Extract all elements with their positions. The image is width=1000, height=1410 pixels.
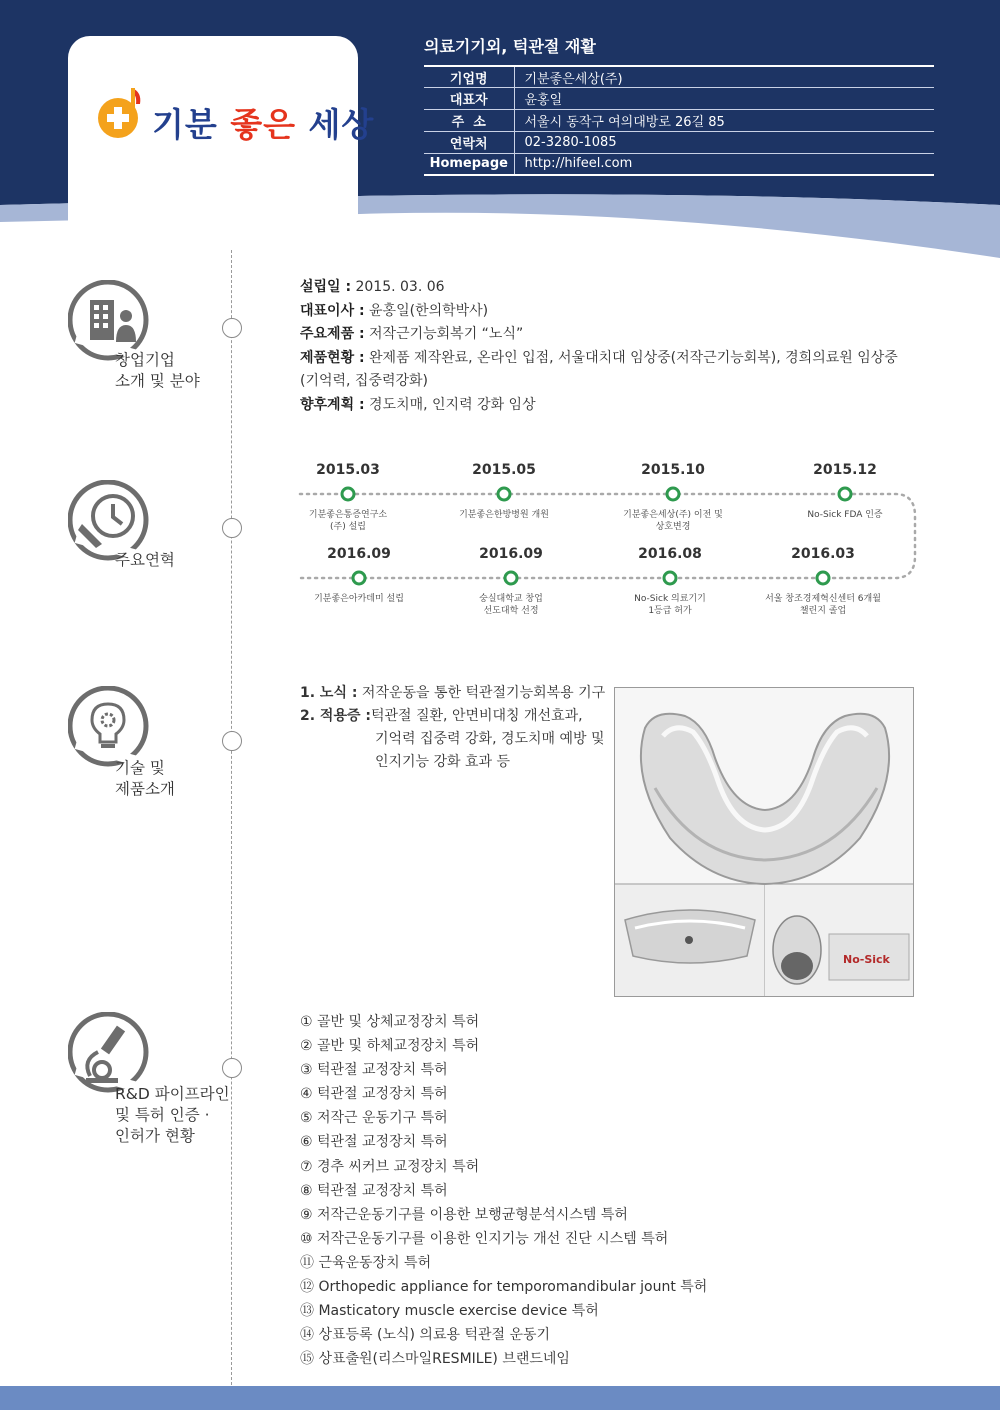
info-value: 기분좋은세상(주) bbox=[514, 66, 934, 88]
label-line: 인허가 현황 bbox=[115, 1127, 195, 1145]
logo-word-1: 기분 bbox=[152, 105, 218, 144]
intro-founded: 설립일 : 2015. 03. 06 bbox=[300, 279, 445, 295]
intro-product: 주요제품 : 저작근기능회복기 “노식” bbox=[300, 326, 524, 342]
timeline-event: No-Sick FDA 인증 bbox=[807, 510, 883, 520]
rail-node bbox=[222, 731, 242, 751]
info-key: 주 소 bbox=[424, 110, 514, 132]
section-label-product bbox=[115, 758, 175, 800]
list-item: ⑪ 근육운동장치 특허 bbox=[300, 1254, 432, 1271]
logo-wordmark bbox=[152, 99, 374, 146]
company-intro bbox=[300, 276, 940, 417]
label-line: 창업기업 bbox=[115, 351, 175, 369]
timeline-dot bbox=[817, 572, 829, 584]
logo-word-3: 세상 bbox=[308, 105, 375, 144]
info-row bbox=[424, 131, 934, 153]
company-info-table bbox=[424, 65, 934, 176]
label-line: R&D 파이프라인 bbox=[115, 1085, 230, 1103]
info-row bbox=[424, 110, 934, 132]
intro-ceo: 대표이사 : 윤홍일(한의학박사) bbox=[300, 302, 489, 319]
info-key: Homepage bbox=[424, 153, 514, 175]
list-item: ⑧ 턱관절 교정장치 특허 bbox=[300, 1182, 448, 1199]
timeline-year: 2016.09 bbox=[479, 546, 543, 562]
logo-word-2: 좋은 bbox=[230, 105, 297, 144]
info-value: 윤홍일 bbox=[514, 88, 934, 110]
intro-plan: 향후계획 : 경도치매, 인지력 강화 임상 bbox=[300, 396, 536, 413]
info-row bbox=[424, 153, 934, 175]
info-row bbox=[424, 88, 934, 110]
section-rail bbox=[231, 250, 232, 1385]
info-value: 02-3280-1085 bbox=[514, 131, 934, 153]
timeline-year: 2015.10 bbox=[641, 462, 705, 478]
label-line: 기술 및 bbox=[115, 759, 165, 777]
list-item: ② 골반 및 하체교정장치 특허 bbox=[300, 1038, 480, 1055]
timeline-event: 서울 창조경제혁신센터 6개월 챌린지 졸업 bbox=[765, 594, 881, 616]
timeline-dot bbox=[353, 572, 365, 584]
product-photo bbox=[614, 687, 914, 997]
list-item: ⑮ 상표출원(리스마일RESMILE) 브랜드네임 bbox=[300, 1351, 570, 1368]
section-label-rnd bbox=[115, 1084, 230, 1147]
info-key: 연락처 bbox=[424, 131, 514, 153]
info-value: 서울시 동작구 여의대방로 26길 85 bbox=[514, 110, 934, 132]
section-label-intro bbox=[115, 350, 200, 392]
info-key: 기업명 bbox=[424, 66, 514, 88]
timeline-year: 2016.08 bbox=[638, 546, 702, 562]
product-item-1: 1. 노식 : 저작운동을 통한 턱관절기능회복용 기구 bbox=[300, 685, 606, 701]
patent-list bbox=[300, 1010, 940, 1371]
list-item: ① 골반 및 상체교정장치 특허 bbox=[300, 1014, 480, 1030]
logo-icon bbox=[90, 82, 154, 146]
info-row bbox=[424, 66, 934, 88]
list-item: ⑨ 저작근운동기구를 이용한 보행균형분석시스템 특허 bbox=[300, 1206, 628, 1223]
product-description bbox=[300, 682, 610, 774]
timeline-dot bbox=[498, 488, 510, 500]
info-key: 대표자 bbox=[424, 88, 514, 110]
list-item: ⑭ 상표등록 (노식) 의료용 턱관절 운동기 bbox=[300, 1327, 551, 1344]
rail-node bbox=[222, 1058, 242, 1078]
product-item-2: 2. 적용증 : 턱관절 질환, 안면비대칭 개선효과, 기억력 집중력 강화, 경도치매 예방 및 인지기능 강화 효과 등 bbox=[300, 708, 605, 770]
timeline-event: 숭실대학교 창업 선도대학 선정 bbox=[479, 594, 543, 616]
company-title: 의료기기외, 턱관절 재활 bbox=[424, 37, 596, 56]
list-item: ⑫ Orthopedic appliance for temporomandibular jount 특허 bbox=[300, 1279, 708, 1296]
timeline-dot bbox=[342, 488, 354, 500]
intro-status-cont: (기억력, 집중력강화) bbox=[300, 373, 429, 389]
timeline-dot bbox=[839, 488, 851, 500]
timeline-event: 기분좋은통증연구소 (주) 설립 bbox=[308, 510, 388, 532]
list-item: ③ 턱관절 교정장치 특허 bbox=[300, 1062, 448, 1079]
label-line: 소개 및 분야 bbox=[115, 372, 200, 390]
product-photo-drawing bbox=[615, 688, 913, 996]
list-item: ⑩ 저작근운동기구를 이용한 인지기능 개선 진단 시스템 특허 bbox=[300, 1230, 669, 1247]
list-item: ⑦ 경추 씨커브 교정장치 특허 bbox=[300, 1158, 480, 1175]
timeline-event: 기분좋은한방병원 개원 bbox=[459, 510, 549, 520]
rail-node bbox=[222, 318, 242, 338]
timeline-year: 2015.03 bbox=[316, 462, 380, 478]
list-item: ⑤ 저작근 운동기구 특허 bbox=[300, 1110, 448, 1127]
box-brand-text: No-Sick bbox=[843, 953, 890, 966]
section-label-history bbox=[115, 550, 175, 571]
timeline-event: 기분좋은아카데미 설립 bbox=[314, 594, 404, 604]
intro-status: 제품현황 : 완제품 제작완료, 온라인 입점, 서울대치대 임상중(저작근기능회복), 경희의료원 임상중 bbox=[300, 349, 898, 366]
timeline-dot bbox=[664, 572, 676, 584]
list-item: ⑬ Masticatory muscle exercise device 특허 bbox=[300, 1303, 599, 1320]
timeline-year: 2015.05 bbox=[472, 462, 536, 478]
label-line: 제품소개 bbox=[115, 780, 175, 798]
label-line: 및 특허 인증 · bbox=[115, 1106, 210, 1124]
rail-node bbox=[222, 518, 242, 538]
timeline-year: 2016.03 bbox=[791, 546, 855, 562]
timeline-dot bbox=[505, 572, 517, 584]
timeline-event: No-Sick 의료기기 1등급 허가 bbox=[634, 594, 706, 616]
timeline-dot bbox=[667, 488, 679, 500]
timeline-year: 2016.09 bbox=[327, 546, 391, 562]
list-item: ④ 턱관절 교정장치 특허 bbox=[300, 1086, 448, 1103]
footer-bar bbox=[0, 1386, 1000, 1410]
info-value[interactable]: http://hifeel.com bbox=[514, 153, 934, 175]
timeline-event: 기분좋은세상(주) 이전 및 상호변경 bbox=[623, 510, 723, 532]
timeline-year: 2015.12 bbox=[813, 462, 877, 478]
label-line: 주요연혁 bbox=[115, 551, 175, 569]
list-item: ⑥ 턱관절 교정장치 특허 bbox=[300, 1134, 448, 1151]
